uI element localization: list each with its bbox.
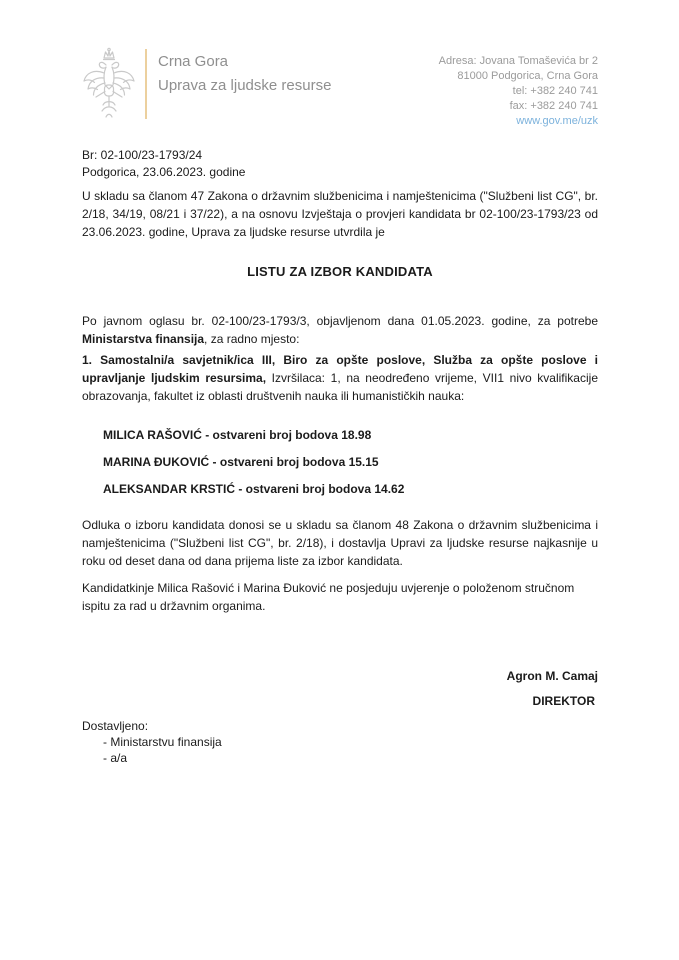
signature-block (82, 667, 598, 710)
announcement-tail: , za radno mjesto: (204, 332, 300, 346)
org-title-block (158, 45, 331, 98)
announcement-lead: Po javnom oglasu br. 02-100/23-1793/3, objavljenom dana 01.05.2023. godine, za potrebe (82, 314, 598, 328)
announcement-paragraph (82, 312, 598, 348)
reference-place-date: Podgorica, 23.06.2023. godine (82, 165, 246, 179)
signatory-title: DIREKTOR (532, 694, 595, 708)
contact-address-line2: 81000 Podgorica, Crna Gora (457, 70, 598, 82)
letterhead (82, 45, 598, 125)
contact-tel: tel: +382 240 741 (512, 85, 598, 97)
contact-address-line1: Adresa: Jovana Tomaševića br 2 (438, 55, 598, 67)
position-paragraph (82, 351, 598, 405)
announcement-ministry: Ministarstva finansija (82, 332, 205, 346)
letterhead-divider (145, 49, 147, 119)
org-name: Uprava za ljudske resurse (158, 77, 332, 94)
org-country: Crna Gora (158, 53, 229, 70)
distribution-label: Dostavljeno: (82, 719, 149, 733)
contact-fax: fax: +382 240 741 (509, 100, 598, 112)
intro-paragraph: U skladu sa članom 47 Zakona o državnim službenicima i namještenicima ("Službeni list CG", br. 2/18, 34/19, 08/21 i 37/22), a na osnovu Izvještaja o provjeri kandidata br 02-100/23-1793/23 od 23.06.2023. godine, Uprava za ljudske resurse utvrdila je (82, 189, 598, 239)
signatory-name: Agron M. Camaj (506, 669, 598, 683)
decision-paragraph: Odluka o izboru kandidata donosi se u skladu sa članom 48 Zakona o državnim službenicima i namještenicima ("Službeni list CG", br. 2/18), i dostavlja Upravi za ljudske resurse najkasnije u roku od deset dana od dana prijema liste za izbor kandidata. (82, 518, 598, 568)
position-title-bold: 1. Samostalni/a savjetnik/ica III, Biro za opšte poslove, Služba za opšte poslove i upravljanje ljudskim resursima, (82, 353, 598, 385)
document-title: LISTU ZA IZBOR KANDIDATA (247, 264, 433, 279)
reference-block (82, 147, 598, 181)
website-link[interactable]: www.gov.me/uzk (516, 115, 598, 127)
candidate-row: MILICA RAŠOVIĆ - ostvareni broj bodova 18.98 (103, 428, 372, 442)
letterhead-left (82, 45, 331, 125)
contact-block (439, 45, 598, 125)
distribution-item: - a/a (103, 751, 128, 765)
candidate-row: ALEKSANDAR KRSTIĆ - ostvareni broj bodova 14.62 (103, 482, 405, 496)
reference-number: Br: 02-100/23-1793/24 (82, 148, 203, 162)
montenegro-coat-of-arms-icon (82, 47, 136, 123)
candidate-list (82, 426, 598, 498)
distribution-item: - Ministarstvu finansija (103, 735, 222, 749)
candidate-row: MARINA ĐUKOVIĆ - ostvareni broj bodova 15.15 (103, 455, 379, 469)
note-paragraph: Kandidatkinje Milica Rašović i Marina Đuković ne posjeduju uvjerenje o položenom stručnom ispitu za rad u državnim organima. (82, 581, 575, 613)
position-details: Izvršilaca: 1, na neodređeno vrijeme, VII1 nivo kvalifikacije obrazovanja, fakultet iz oblasti društvenih nauka ili humanističkih nauka: (82, 371, 598, 403)
distribution-block (82, 718, 598, 766)
